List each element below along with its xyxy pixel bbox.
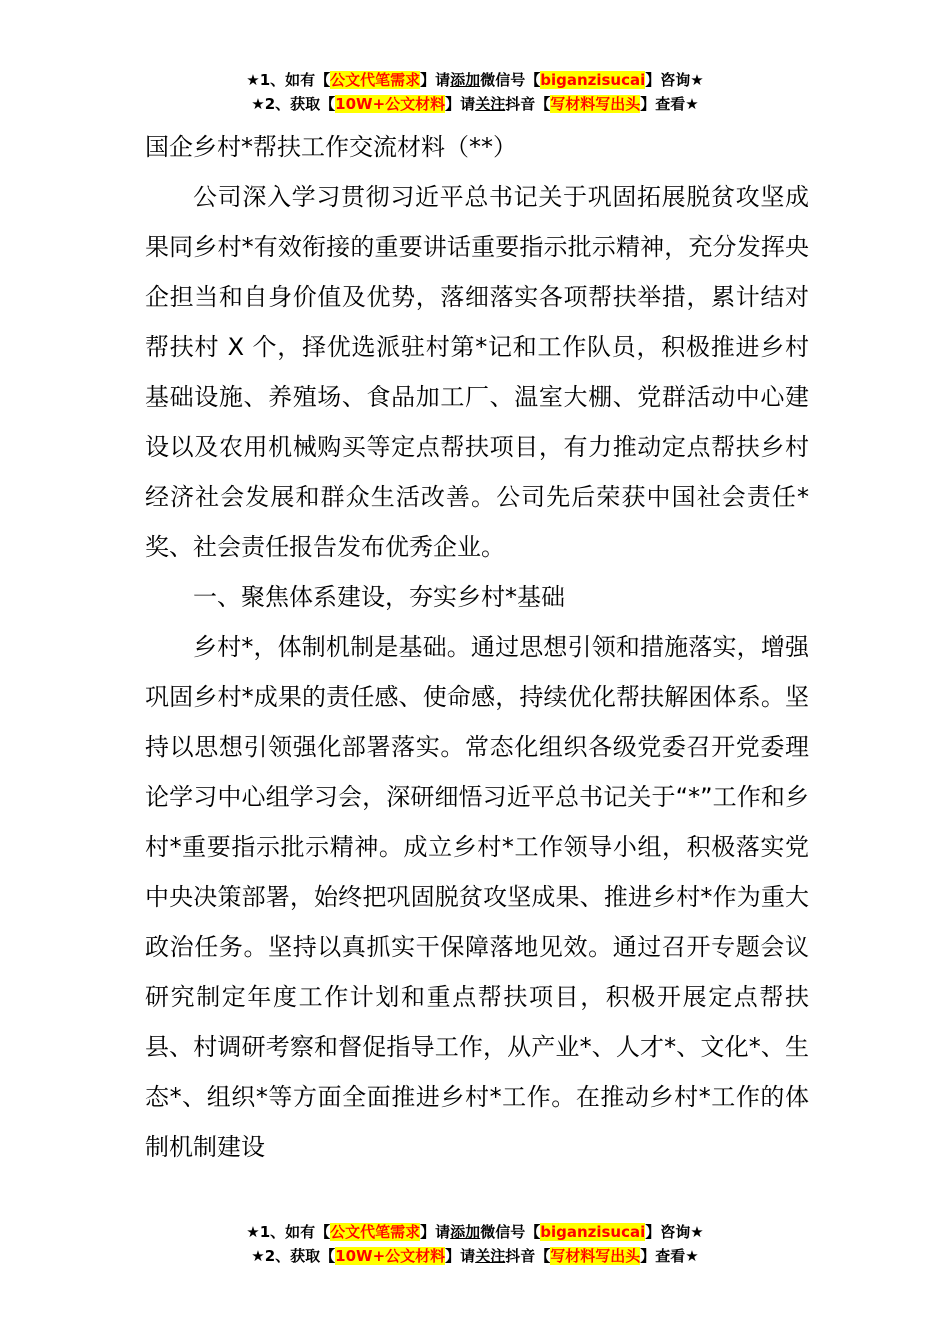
- section-paragraph: 乡村*，体制机制是基础。通过思想引领和措施落实，增强巩固乡村*成果的责任感、使命感，持续优化帮扶解困体系。坚持以思想引领强化部署落实。常态化组织各级党委召开党委理论学习中心组学习会，深研细悟习近平总书记关于“*”工作和乡村*重要指示批示精神。成立乡村*工作领导小组，积极落实党中央决策部署，始终把巩固脱贫攻坚成果、推进乡村*作为重大政治任务。坚持以真抓实干保障落地见效。通过召开专题会议研究制定年度工作计划和重点帮扶项目，积极开展定点帮扶县、村调研考察和督促指导工作，从产业*、人才*、文化*、生态*、组织*等方面全面推进乡村*工作。在推动乡村*工作的体制机制建设: [145, 633, 809, 1161]
- star-icon: ★: [685, 95, 699, 113]
- star-icon: ★: [690, 71, 704, 89]
- wechat-id: biganzisucai: [540, 1223, 646, 1241]
- promo-text: 】查看: [640, 1247, 686, 1265]
- promo-text: 1、如有【: [259, 1223, 331, 1241]
- douyin-account: 写材料写出头: [550, 1247, 641, 1265]
- highlight-text: 公文代笔需求: [330, 1223, 421, 1241]
- underlined-text: 添加: [450, 71, 481, 89]
- star-icon: ★: [685, 1247, 699, 1265]
- underlined-text: 添加: [450, 1223, 481, 1241]
- intro-paragraph: 公司深入学习贯彻习近平总书记关于巩固拓展脱贫攻坚成果同乡村*有效衔接的重要讲话重要指示批示精神，充分发挥央企担当和自身价值及优势，落细落实各项帮扶举措，累计结对帮扶村 X 个，择优选派驻村第*记和工作队员，积极推进乡村基础设施、养殖场、食品加工厂、温室大棚、党群活动中心建设以及农用机械购买等定点帮扶项目，有力推动定点帮扶乡村经济社会发展和群众生活改善。公司先后荣获中国社会责任*奖、社会责任报告发布优秀企业。: [145, 183, 809, 561]
- promo-text: 】请: [445, 1247, 476, 1265]
- promo-text: 抖音【: [505, 1247, 551, 1265]
- promo-text: 2、获取【: [264, 95, 336, 113]
- promo-text: 】请: [420, 71, 451, 89]
- star-icon: ★: [246, 1223, 260, 1241]
- star-icon: ★: [246, 71, 260, 89]
- wechat-id: biganzisucai: [540, 71, 646, 89]
- promo-text: 抖音【: [505, 95, 551, 113]
- promo-text: 2、获取【: [264, 1247, 336, 1265]
- document-body: [145, 122, 809, 1172]
- promo-text: 】查看: [640, 95, 686, 113]
- star-icon: ★: [690, 1223, 704, 1241]
- underlined-text: 关注: [475, 1247, 506, 1265]
- promo-line-2: [0, 1244, 950, 1268]
- promo-text: 微信号【: [480, 1223, 541, 1241]
- section-heading: 一、聚焦体系建设，夯实乡村*基础: [193, 583, 565, 611]
- promo-text: 微信号【: [480, 71, 541, 89]
- promo-line-1: [0, 68, 950, 92]
- promo-text: 】请: [420, 1223, 451, 1241]
- promo-text: 】咨询: [645, 1223, 691, 1241]
- promo-text: 】咨询: [645, 71, 691, 89]
- star-icon: ★: [251, 95, 265, 113]
- highlight-text: 10W+公文材料: [335, 95, 446, 113]
- highlight-text: 公文代笔需求: [330, 71, 421, 89]
- underlined-text: 关注: [475, 95, 506, 113]
- promo-banner-top: [0, 68, 950, 116]
- promo-text: 】请: [445, 95, 476, 113]
- star-icon: ★: [251, 1247, 265, 1265]
- promo-line-1: [0, 1220, 950, 1244]
- douyin-account: 写材料写出头: [550, 95, 641, 113]
- promo-text: 1、如有【: [259, 71, 331, 89]
- promo-line-2: [0, 92, 950, 116]
- highlight-text: 10W+公文材料: [335, 1247, 446, 1265]
- document-title: 国企乡村*帮扶工作交流材料（**）: [145, 133, 517, 161]
- promo-banner-bottom: [0, 1220, 950, 1268]
